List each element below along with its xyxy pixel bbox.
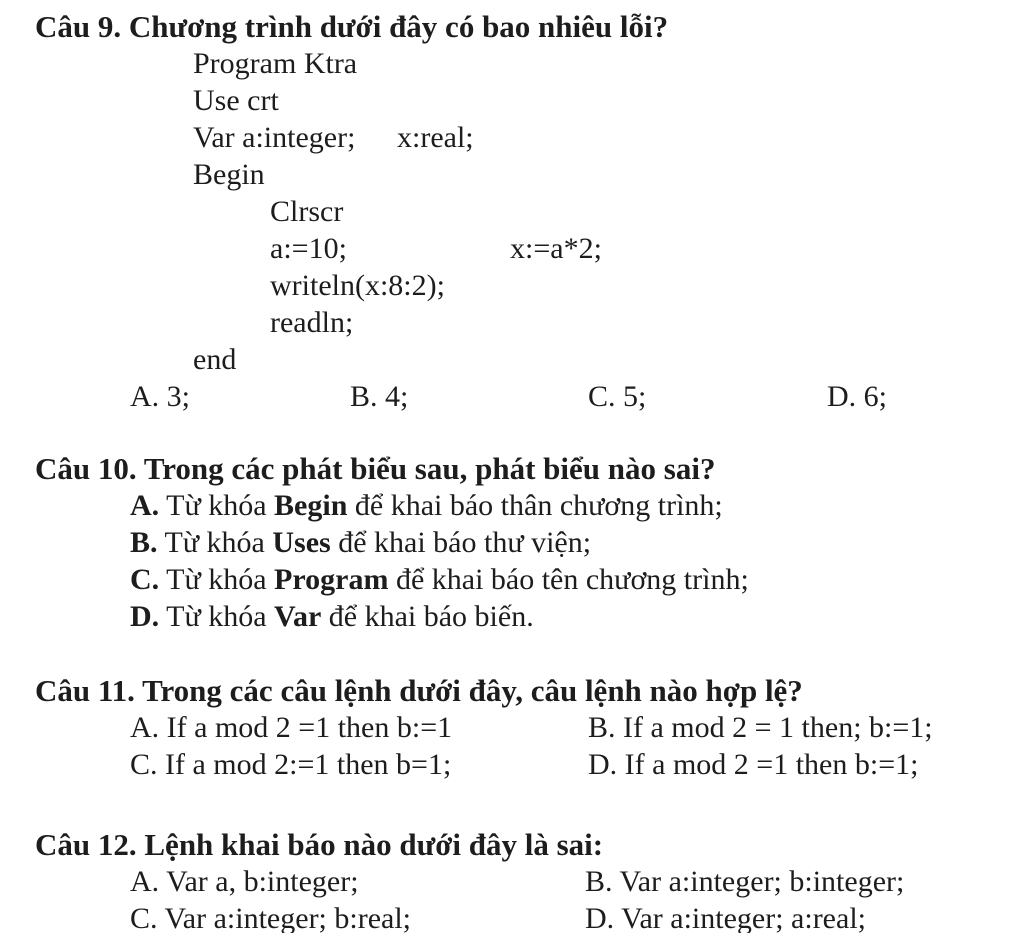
section-gap <box>0 635 1024 672</box>
question-12-title-text: Câu 12. Lệnh khai báo nào dưới đây là sai: <box>35 827 604 862</box>
code-text-uses: Use crt <box>193 84 279 117</box>
section-gap <box>0 783 1024 826</box>
code-text-clrscr: Clrscr <box>270 195 344 228</box>
question-12-option-row-1 <box>0 863 1024 900</box>
question-9-answer-d: D. 6; <box>827 380 887 413</box>
question-10-option-b <box>0 524 1024 561</box>
option-post-text: để khai báo thư viện; <box>330 526 592 559</box>
code-text-assign-a: a:=10; <box>270 232 347 265</box>
section-gap <box>0 415 1024 450</box>
question-9-answer-c: C. 5; <box>588 380 647 413</box>
question-10-option-b-text <box>130 524 591 561</box>
code-line-writeln <box>0 267 1024 304</box>
option-letter: B. <box>130 526 158 559</box>
question-10-option-d-text <box>130 598 534 635</box>
question-12-option-c: C. Var a:integer; b:real; <box>130 902 412 933</box>
question-9-answer-b: B. 4; <box>350 380 409 413</box>
option-post-text: để khai báo tên chương trình; <box>388 563 749 596</box>
code-line-begin <box>0 156 1024 193</box>
question-11-title-text: Câu 11. Trong các câu lệnh dưới đây, câu lệnh nào hợp lệ? <box>35 673 803 708</box>
question-11 <box>0 672 1024 783</box>
question-11-option-d: D. If a mod 2 =1 then b:=1; <box>588 748 919 781</box>
option-pre-text: Từ khóa <box>157 526 273 559</box>
question-9-title <box>0 8 1024 45</box>
code-text-writeln: writeln(x:8:2); <box>270 269 445 302</box>
question-10-option-c <box>0 561 1024 598</box>
code-line-assign <box>0 230 1024 267</box>
option-pre-text: Từ khóa <box>159 600 275 633</box>
code-text-program: Program Ktra <box>193 47 358 80</box>
question-9-answer-a: A. 3; <box>130 380 190 413</box>
question-10-option-c-text <box>130 561 749 598</box>
option-post-text: để khai báo biến. <box>321 600 534 633</box>
code-line-readln <box>0 304 1024 341</box>
option-keyword: Begin <box>274 489 348 522</box>
option-keyword: Var <box>274 600 322 633</box>
question-12 <box>0 826 1024 933</box>
question-12-option-a: A. Var a, b:integer; <box>130 865 359 898</box>
question-12-option-row-2 <box>0 900 1024 933</box>
option-post-text: để khai báo thân chương trình; <box>347 489 723 522</box>
question-12-option-b: B. Var a:integer; b:integer; <box>585 865 905 898</box>
question-9-answer-row <box>0 378 1024 415</box>
option-letter: C. <box>130 563 160 596</box>
code-line-uses <box>0 82 1024 119</box>
question-10 <box>0 450 1024 635</box>
code-text-var-a: Var a:integer; <box>193 121 356 154</box>
code-text-var-x: x:real; <box>397 121 474 154</box>
code-text-readln: readln; <box>270 306 354 339</box>
question-10-option-a-text <box>130 487 723 524</box>
code-text-begin: Begin <box>193 158 265 191</box>
code-line-var <box>0 119 1024 156</box>
question-11-option-c: C. If a mod 2:=1 then b=1; <box>130 748 452 781</box>
question-9 <box>0 8 1024 415</box>
code-text-assign-x: x:=a*2; <box>510 232 602 265</box>
code-line-clrscr <box>0 193 1024 230</box>
question-10-option-a <box>0 487 1024 524</box>
question-11-option-b: B. If a mod 2 = 1 then; b:=1; <box>588 711 933 744</box>
question-12-option-d: D. Var a:integer; a:real; <box>585 902 866 933</box>
question-11-option-row-1 <box>0 709 1024 746</box>
option-pre-text: Từ khóa <box>159 563 275 596</box>
question-10-option-d <box>0 598 1024 635</box>
question-9-title-text: Câu 9. Chương trình dưới đây có bao nhiêu lỗi? <box>35 9 669 44</box>
question-11-option-a: A. If a mod 2 =1 then b:=1 <box>130 711 453 744</box>
option-pre-text: Từ khóa <box>159 489 275 522</box>
question-10-title <box>0 450 1024 487</box>
question-10-title-text: Câu 10. Trong các phát biểu sau, phát biểu nào sai? <box>35 451 716 486</box>
question-11-title <box>0 672 1024 709</box>
code-text-end: end <box>193 343 237 376</box>
option-letter: A. <box>130 489 160 522</box>
question-11-option-row-2 <box>0 746 1024 783</box>
option-keyword: Program <box>274 563 389 596</box>
code-line-end <box>0 341 1024 378</box>
option-letter: D. <box>130 600 160 633</box>
option-keyword: Uses <box>272 526 331 559</box>
question-12-title <box>0 826 1024 863</box>
code-line-program <box>0 45 1024 82</box>
